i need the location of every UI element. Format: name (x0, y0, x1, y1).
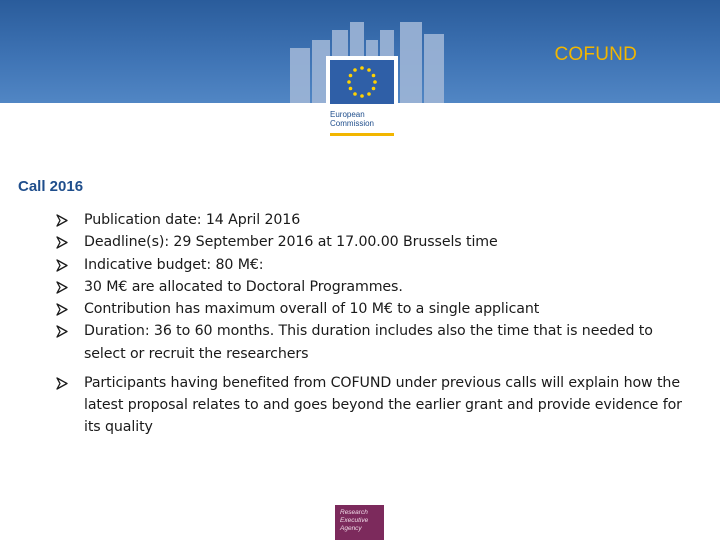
eu-flag-icon (326, 56, 398, 106)
list-item-text: Indicative budget: 80 M€: (84, 256, 264, 273)
ec-logo-text (330, 110, 374, 128)
arrow-bullet-icon (56, 377, 68, 390)
rea-line2: Executive (340, 517, 369, 524)
ec-name-line1: European (330, 110, 365, 119)
list-item-text: Deadline(s): 29 September 2016 at 17.00.00 Brussels time (84, 234, 498, 251)
building-graphic (290, 48, 310, 103)
arrow-bullet-icon (56, 259, 68, 272)
arrow-bullet-icon (56, 303, 68, 316)
arrow-bullet-icon (56, 214, 68, 227)
rea-logo-text (340, 509, 368, 533)
list-item-text: Participants having benefited from COFUND under previous calls will explain how the latest proposal relates to and goes beyond the earlier grant and provide evidence for its quality (84, 375, 682, 436)
building-graphic (424, 34, 444, 103)
list-item-text: Duration: 36 to 60 months. This duration includes also the time that is needed to select or recruit the researchers (84, 323, 653, 362)
rea-line3: Agency (340, 525, 362, 532)
list-item (56, 320, 696, 365)
list-item-text: Publication date: 14 April 2016 (84, 212, 301, 228)
european-commission-logo (326, 56, 398, 138)
list-item (56, 276, 696, 298)
list-item (56, 298, 696, 320)
list-item (56, 231, 696, 253)
ec-logo-underline (330, 133, 394, 136)
list-item (56, 372, 696, 438)
section-heading: Call 2016 (18, 178, 84, 195)
bullet-list (56, 209, 696, 438)
list-item (56, 254, 696, 276)
research-executive-agency-logo (335, 505, 384, 540)
rea-line1: Research (340, 509, 368, 516)
page-title: COFUND (554, 44, 637, 65)
ec-name-line2: Commission (330, 119, 375, 128)
list-item-text: Contribution has maximum overall of 10 M€ to a single applicant (84, 301, 540, 318)
arrow-bullet-icon (56, 236, 68, 249)
arrow-bullet-icon (56, 281, 68, 294)
list-item-text: 30 M€ are allocated to Doctoral Programmes. (84, 278, 403, 295)
list-item (56, 209, 696, 231)
arrow-bullet-icon (56, 325, 68, 338)
building-graphic (400, 22, 422, 103)
